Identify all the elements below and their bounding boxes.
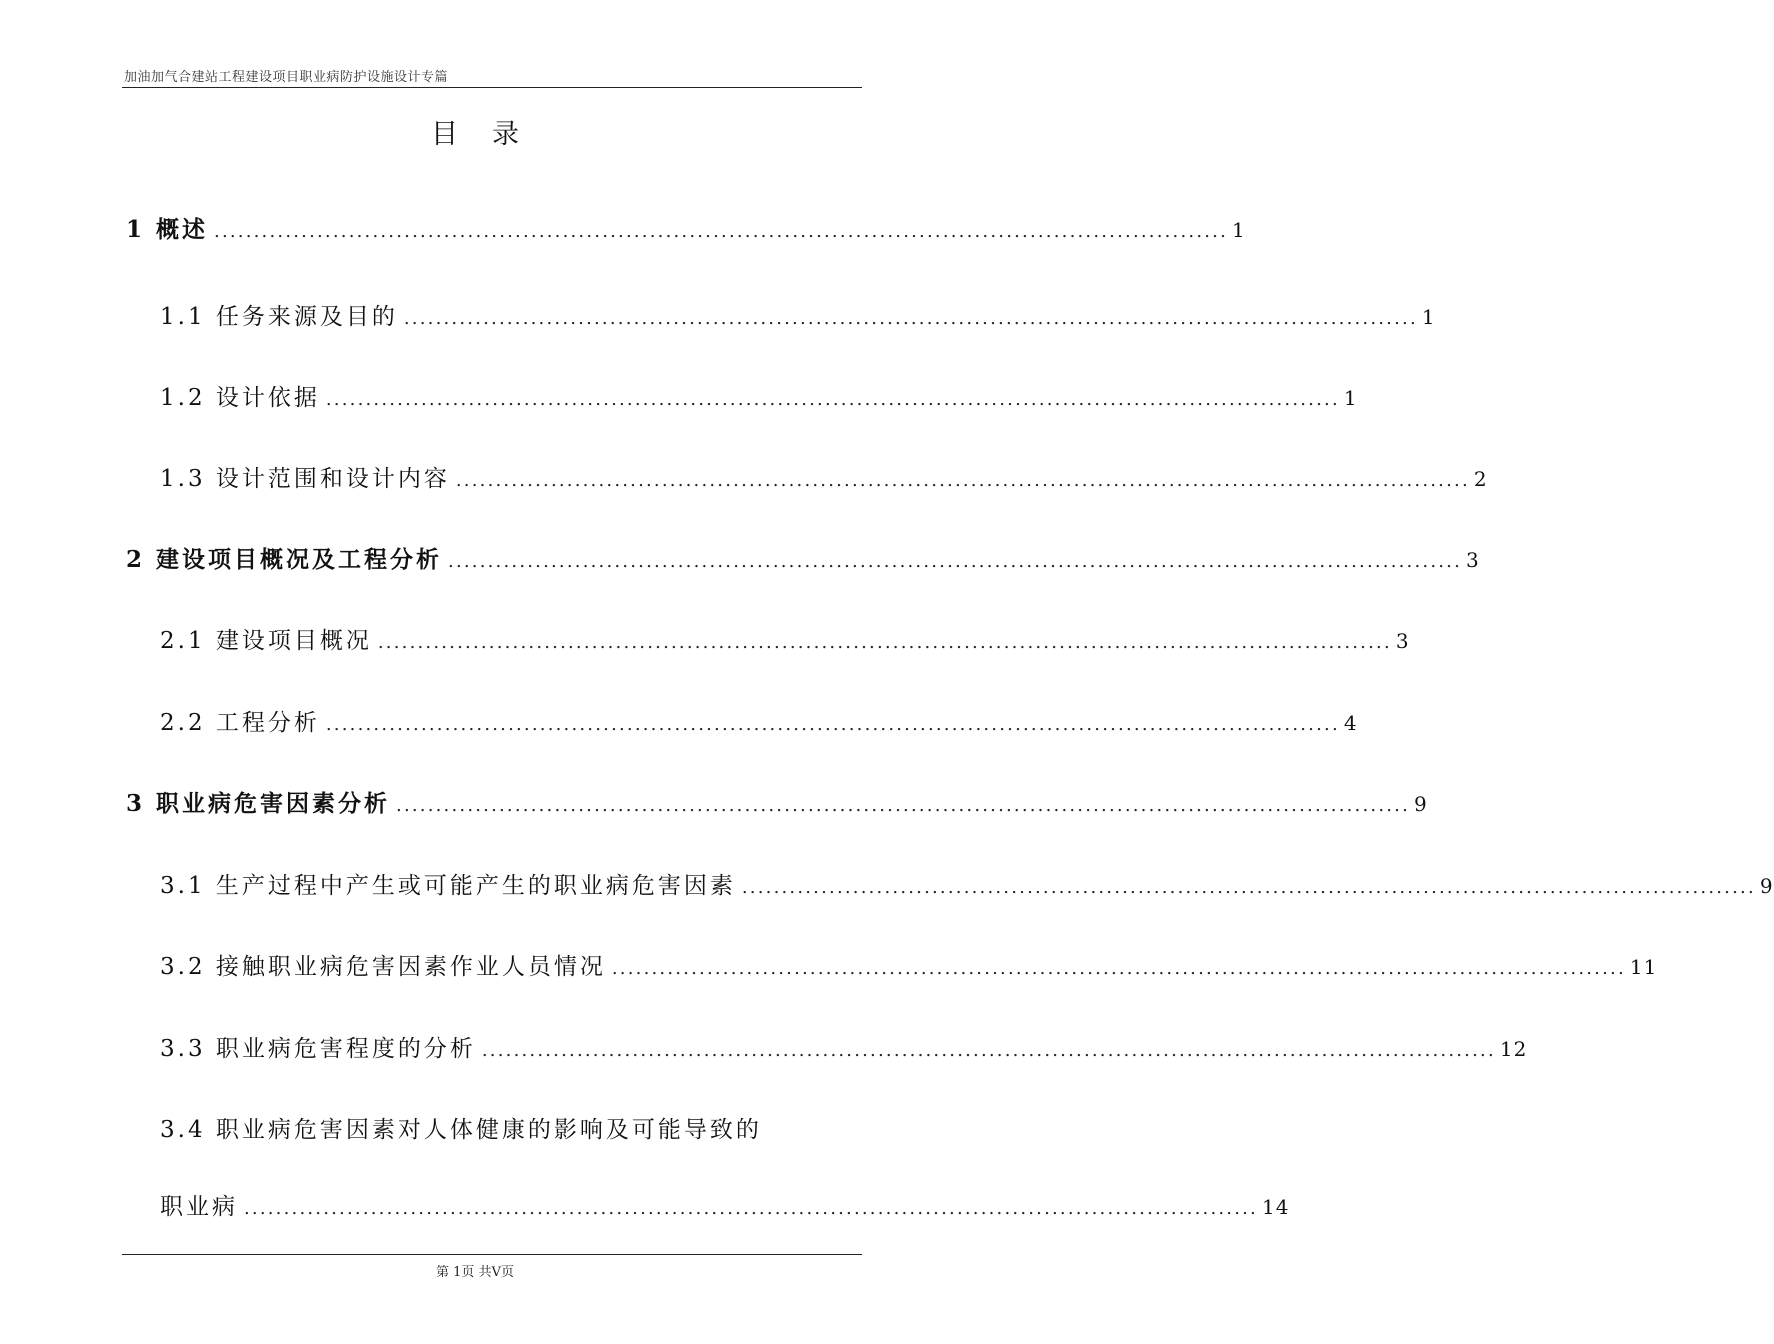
- dot-leader: ................................................................................................................................: [244, 1198, 1258, 1219]
- toc-entry-page: 3: [1395, 629, 1410, 653]
- toc-entry[interactable]: [160, 703, 1358, 743]
- toc-entry-page: 12: [1499, 1037, 1528, 1061]
- toc-entry-number: 1.1: [160, 304, 206, 330]
- toc-entry-page: 9: [1759, 874, 1774, 898]
- dot-leader: ................................................................................................................................: [325, 389, 1340, 410]
- toc-entry[interactable]: [160, 1110, 858, 1150]
- toc-entry-page: 11: [1629, 955, 1658, 979]
- toc-entry-number: 1: [126, 216, 146, 243]
- dot-leader: ................................................................................................................................: [611, 958, 1626, 979]
- toc-entry-page: 1: [1343, 386, 1358, 410]
- toc-entry-title: 职业病危害因素分析: [156, 791, 391, 817]
- toc-entry-number: 3.3: [160, 1036, 206, 1062]
- dot-leader: ................................................................................................................................: [448, 551, 1463, 572]
- page-title: 目录: [431, 119, 553, 150]
- toc-entry-page: 4: [1343, 711, 1358, 735]
- toc-entry[interactable]: [160, 1029, 1528, 1069]
- toc-entry-number: 1.3: [160, 466, 206, 492]
- toc-entry-number: 2: [126, 546, 146, 573]
- toc-entry[interactable]: [126, 540, 1480, 580]
- toc-entry-title: 接触职业病危害因素作业人员情况: [215, 954, 606, 980]
- toc-entry-number: 3.4: [160, 1117, 206, 1143]
- dot-leader: ................................................................................................................................: [481, 1040, 1496, 1061]
- toc-entry-title: 职业病: [160, 1194, 238, 1220]
- toc-entry-title: 设计依据: [215, 385, 320, 411]
- toc-entry[interactable]: [126, 784, 1428, 824]
- dot-leader: ................................................................................................................................: [403, 308, 1418, 329]
- toc-entry[interactable]: [160, 297, 1436, 337]
- toc-entry-title: 工程分析: [215, 710, 320, 736]
- toc-entry-page: 9: [1414, 792, 1428, 816]
- toc-entry-number: 3.1: [160, 873, 206, 899]
- toc-entry[interactable]: [126, 210, 1246, 250]
- toc-entry-page: 3: [1466, 548, 1480, 572]
- toc-entry-number: 1.2: [160, 385, 206, 411]
- running-header-title: 加油加气合建站工程建设项目职业病防护设施设计专篇: [124, 70, 449, 85]
- footer-page-number: 第 1页 共V页: [436, 1265, 514, 1280]
- toc-entry-title: 概述: [156, 217, 209, 243]
- toc-entry-title: 生产过程中产生或可能产生的职业病危害因素: [215, 873, 736, 899]
- toc-entry-title: 建设项目概况: [215, 628, 372, 654]
- toc-entry-title: 建设项目概况及工程分析: [156, 547, 443, 573]
- toc-entry[interactable]: [160, 947, 1658, 987]
- toc-entry[interactable]: [160, 378, 1358, 418]
- toc-entry-number: 3.2: [160, 954, 206, 980]
- toc-entry-number: 3: [126, 790, 146, 817]
- toc-entry-continuation[interactable]: [160, 1187, 1290, 1227]
- toc-entry[interactable]: [160, 621, 1410, 661]
- toc-entry-page: 2: [1473, 467, 1488, 491]
- toc-entry-number: 2.2: [160, 710, 206, 736]
- dot-leader: ................................................................................................................................: [455, 470, 1470, 491]
- dot-leader: ................................................................................................................................: [741, 877, 1756, 898]
- dot-leader: ................................................................................................................................: [377, 632, 1392, 653]
- toc-entry-title: 职业病危害程度的分析: [215, 1036, 476, 1062]
- toc-entry-title: 设计范围和设计内容: [215, 466, 450, 492]
- toc-entry-page: 1: [1421, 305, 1436, 329]
- dot-leader: ................................................................................................................................: [214, 221, 1229, 242]
- footer-rule: [122, 1254, 862, 1255]
- toc-entry-title: 任务来源及目的: [215, 304, 398, 330]
- toc-entry[interactable]: [160, 459, 1488, 499]
- toc-entry-page: 1: [1232, 218, 1246, 242]
- dot-leader: ................................................................................................................................: [396, 795, 1411, 816]
- dot-leader: ................................................................................................................................: [325, 714, 1340, 735]
- toc-entry[interactable]: [160, 866, 1774, 906]
- toc-entry-number: 2.1: [160, 628, 206, 654]
- toc-entry-page: 14: [1261, 1195, 1290, 1219]
- toc-entry-title: 职业病危害因素对人体健康的影响及可能导致的: [215, 1117, 762, 1143]
